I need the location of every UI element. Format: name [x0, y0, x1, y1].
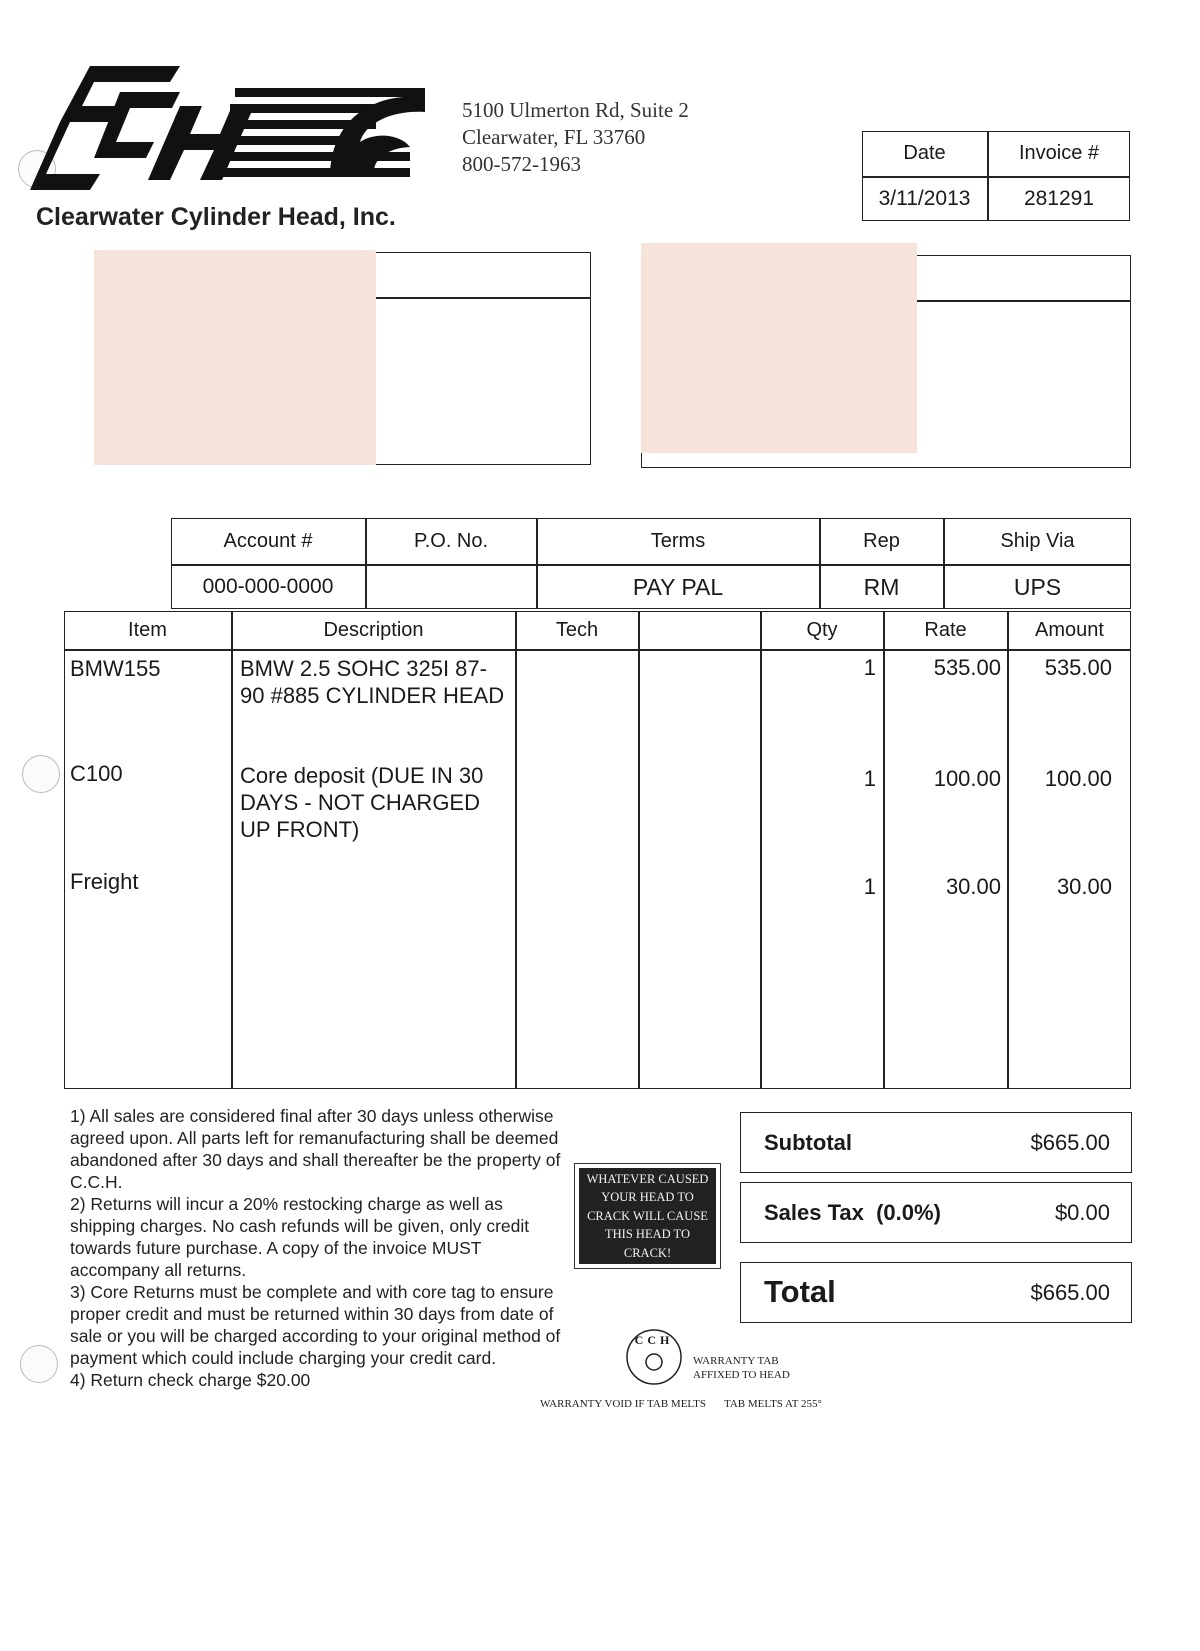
invoice-number-label: Invoice #: [1018, 142, 1100, 164]
divider: [231, 611, 233, 1089]
punch-hole-middle: [22, 755, 60, 793]
invoice-number: 281291: [1023, 186, 1095, 210]
po-header: P.O. No.: [413, 529, 489, 552]
rate-header: Rate: [924, 618, 967, 641]
item-description: BMW 2.5 SOHC 325I 87-90 #885 CYLINDER HEAD: [240, 656, 505, 708]
item-description: Core deposit (DUE IN 30 DAYS - NOT CHARGED UP FRONT): [240, 763, 484, 842]
divider: [760, 611, 762, 1089]
total-value: $665.00: [1030, 1280, 1110, 1305]
item-code: BMW155: [70, 656, 161, 681]
item-qty: 1: [863, 766, 876, 791]
amount-header: Amount: [1035, 618, 1104, 641]
rep-header: Rep: [863, 529, 900, 552]
total-label: Total: [764, 1274, 836, 1309]
account-header: Account #: [223, 529, 313, 552]
warranty-tab-line-2: AFFIXED TO HEAD: [693, 1369, 790, 1381]
terms-header: Terms: [650, 529, 706, 552]
description-header: Description: [323, 618, 424, 641]
warranty-melt-text: TAB MELTS AT 255°: [724, 1398, 822, 1410]
warranty-tab-text: [693, 1354, 790, 1382]
tech-header: Tech: [555, 618, 599, 641]
address-line-1: 5100 Ulmerton Rd, Suite 2: [462, 98, 689, 122]
qty-header: Qty: [806, 618, 838, 641]
company-logo: [30, 62, 440, 202]
terms-paragraph-3: 3) Core Returns must be complete and with core tag to ensure proper credit and must be returned within 30 days from date of sale or you will be charged according to your original method of payment which could include charging your credit card.: [70, 1282, 561, 1368]
date-label: Date: [903, 142, 946, 164]
items-table: [64, 611, 1131, 1089]
warning-sticker: [574, 1163, 721, 1269]
item-amount: 100.00: [1044, 766, 1112, 791]
warranty-seal: [625, 1328, 683, 1386]
item-code: C100: [70, 761, 123, 786]
item-header: Item: [128, 618, 167, 641]
item-rate: 535.00: [933, 655, 1001, 680]
rep-value: RM: [863, 573, 900, 600]
seal-letters: CCH: [634, 1333, 674, 1347]
terms-paragraph-2: 2) Returns will incur a 20% restocking charge as well as shipping charges. No cash refunds will be given, only credit towards future purchase. A copy of the invoice MUST accompany all returns.: [70, 1194, 530, 1280]
logo-graphic: [30, 62, 440, 202]
warranty-tab-line-1: WARRANTY TAB: [693, 1355, 779, 1367]
divider: [638, 611, 640, 1089]
invoice-date: 3/11/2013: [878, 186, 971, 210]
item-qty: 1: [863, 655, 876, 680]
item-rate: 30.00: [945, 874, 1001, 899]
item-amount: 535.00: [1044, 655, 1112, 680]
sales-terms: [70, 1105, 570, 1391]
item-amount: 30.00: [1056, 874, 1112, 899]
subtotal-value: $665.00: [1030, 1130, 1110, 1155]
company-address: [462, 97, 689, 178]
blank-header: [639, 611, 760, 649]
divider: [883, 611, 885, 1089]
item-code: Freight: [70, 869, 139, 894]
company-name: Clearwater Cylinder Head, Inc.: [36, 203, 396, 231]
item-qty: 1: [863, 874, 876, 899]
bill-to-redaction: [94, 250, 376, 465]
punch-hole-bottom: [20, 1345, 58, 1383]
warranty-void-text: WARRANTY VOID IF TAB MELTS: [540, 1398, 706, 1410]
sales-tax-label: Sales Tax (0.0%): [764, 1200, 941, 1225]
ship-via-header: Ship Via: [1000, 529, 1075, 552]
terms-paragraph-1: 1) All sales are considered final after 30 days unless otherwise agreed upon. All parts left for remanufacturing shall be deemed abandoned after 30 days and shall thereafter be the property of C.C.H.: [70, 1106, 561, 1192]
item-rate: 100.00: [933, 766, 1001, 791]
subtotal-label: Subtotal: [764, 1130, 852, 1155]
company-phone: 800-572-1963: [462, 152, 581, 176]
items-header-divider: [64, 649, 1131, 651]
sales-tax-value: $0.00: [1054, 1200, 1110, 1225]
divider: [515, 611, 517, 1089]
warning-text: WHATEVER CAUSED YOUR HEAD TO CRACK WILL CAUSE THIS HEAD TO CRACK!: [579, 1168, 716, 1264]
account-number: 000-000-0000: [202, 575, 334, 598]
ship-to-redaction: [641, 243, 917, 453]
po-number: [366, 565, 536, 609]
ship-via-value: UPS: [1013, 573, 1062, 600]
divider: [1007, 611, 1009, 1089]
address-line-2: Clearwater, FL 33760: [462, 125, 646, 149]
terms-paragraph-4: 4) Return check charge $20.00: [70, 1370, 311, 1390]
terms-value: PAY PAL: [632, 573, 724, 600]
